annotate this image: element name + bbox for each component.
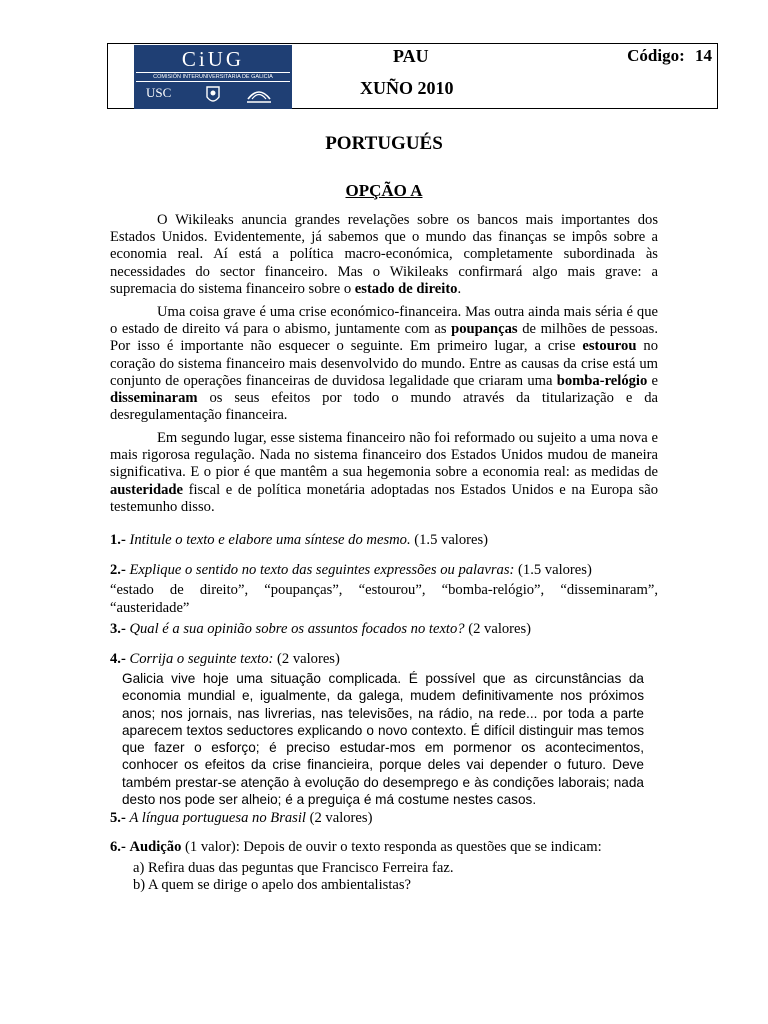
question-number: 1.- (110, 532, 126, 548)
question-value: (2 valores) (309, 810, 373, 826)
exam-name: PAU (393, 46, 429, 66)
question-1 (110, 531, 670, 549)
bold-term: estourou (582, 338, 637, 355)
question-2-expressions: “estado de direito”, “poupanças”, “estourou”, “bomba-relógio”, “disseminaram”, “austeridade” (110, 582, 658, 616)
paragraph-text: Em segundo lugar, esse sistema financeiro não foi reformado ou sujeito a uma nova e mais rigorosa regulação. Nada no sistema financeiro dos Estados Unidos mudou de maneira significativa. E o pior é que mantêm a sua hegemonia sobre a economia real: as medidas de (110, 430, 658, 481)
exam-header (107, 43, 718, 109)
question-value: (1 valor) (185, 839, 236, 855)
bold-term: poupanças (451, 321, 518, 338)
paragraph-text: Uma coisa grave é uma crise económico-financeira. Mas outra ainda mais séria é que o estado de direito vá para o abismo, juntamente com as (110, 304, 658, 338)
code-value: 14 (695, 46, 712, 65)
question-value: (1.5 valores) (518, 562, 592, 578)
question-text: Intitule o texto e elabore uma síntese do mesmo. (129, 532, 411, 548)
question-text: : Depois de ouvir o texto responda as questões que se indicam: (235, 839, 602, 855)
question-text: Corrija o seguinte texto: (129, 651, 274, 667)
question-6-item-b: b) A quem se dirige o apelo dos ambientalistas? (133, 877, 412, 893)
paragraph-text: de milhões de pessoas. Por isso é importante não esquecer o seguinte. Em primeiro lugar, a crise (110, 321, 658, 355)
exam-session: XUÑO 2010 (360, 78, 454, 98)
question-number: 4.- (110, 651, 126, 667)
question-5 (110, 809, 670, 827)
bold-term: disseminaram (110, 390, 198, 407)
question-number: 3.- (110, 621, 126, 637)
logo-subtitle: COMISIÓN INTERUNIVERSITARIA DE GALICIA (136, 72, 290, 82)
paragraph-text: no coração do sistema financeiro mais desenvolvido do mundo. Entre as causas da crise está um conjunto de operações financeiras de duvidosa legalidade que criaram uma (110, 338, 658, 389)
udc-crest-icon (204, 85, 222, 105)
question-text: Qual é a sua opinião sobre os assuntos focados no texto? (129, 621, 465, 637)
logo-usc: USC (146, 85, 172, 100)
paragraph-text: O Wikileaks anuncia grandes revelações sobre os bancos mais importantes dos Estados Unidos. Evidentemente, já sabemos que o mundo das finanças se impôs sobre a economia real. Aí está a política macro-económica, completamente subordinada às necessidades do sector financeiro. Mas o Wikileaks confirmará algo mais grave: a supremacia do sistema financeiro sobre o (110, 212, 658, 297)
question-number: 2.- (110, 562, 126, 578)
question-4 (110, 650, 670, 668)
exam-code (627, 46, 712, 66)
text-paragraph-3 (110, 430, 658, 516)
bold-term: estado de direito (354, 280, 458, 297)
question-value: (1.5 valores) (414, 532, 489, 548)
code-label: Código: (627, 46, 685, 65)
ciug-logo (134, 45, 292, 109)
uvigo-emblem-icon (246, 85, 272, 105)
question-number: 5.- (110, 810, 126, 826)
question-6 (110, 838, 670, 856)
bold-term: austeridade (110, 481, 183, 498)
paragraph-text: . (457, 280, 462, 297)
question-6-item-a: a) Refira duas das peguntas que Francisco Ferreira faz. (133, 860, 454, 876)
question-text: Explique o sentido no texto das seguintes expressões ou palavras: (129, 562, 515, 578)
paragraph-text: e (647, 372, 658, 389)
question-3 (110, 620, 670, 638)
question-text: A língua portuguesa no Brasil (129, 810, 306, 826)
page-title: PORTUGUÉS (325, 133, 443, 154)
question-value: (2 valores) (277, 651, 340, 667)
question-label: Audição (129, 839, 182, 855)
bold-term: bomba-relógio (556, 372, 648, 389)
paragraph-text: fiscal e de política monetária adoptadas nos Estados Unidos e na Europa são testemunho disso. (110, 481, 658, 515)
logo-title: CiUG (181, 47, 245, 71)
question-number: 6.- (110, 839, 126, 855)
option-heading: OPÇÃO A (345, 181, 423, 200)
question-2 (110, 561, 670, 579)
text-paragraph-2 (110, 304, 658, 424)
text-to-correct: Galicia vive hoje uma situação complicada. É possível que as circunstâncias da economia mundial e, igualmente, da galega, mudem definitivamente nos próximos anos; nos jornais, nas livrerias, nas televisões, na rádio, na rede... por toda a parte aparecem textos seductores explicando o novo contexto. É difícil distinguir mas temos que fazer o esforço; é preciso estudar-mos em pormenor os acontecimentos, conhocer os efeitos da crise financieira, porque deles vai depender o futuro. Deve também prestar-se atenção à evolução do desemprego e às condições laborais; nada desto nos pode ser alheio; é a preguiça é má costume nestes casos. (122, 671, 644, 808)
text-paragraph-1 (110, 212, 658, 298)
question-value: (2 valores) (468, 621, 532, 637)
paragraph-text: os seus efeitos por todo o mundo através da titularização e da desregulamentação financeira. (110, 390, 658, 424)
